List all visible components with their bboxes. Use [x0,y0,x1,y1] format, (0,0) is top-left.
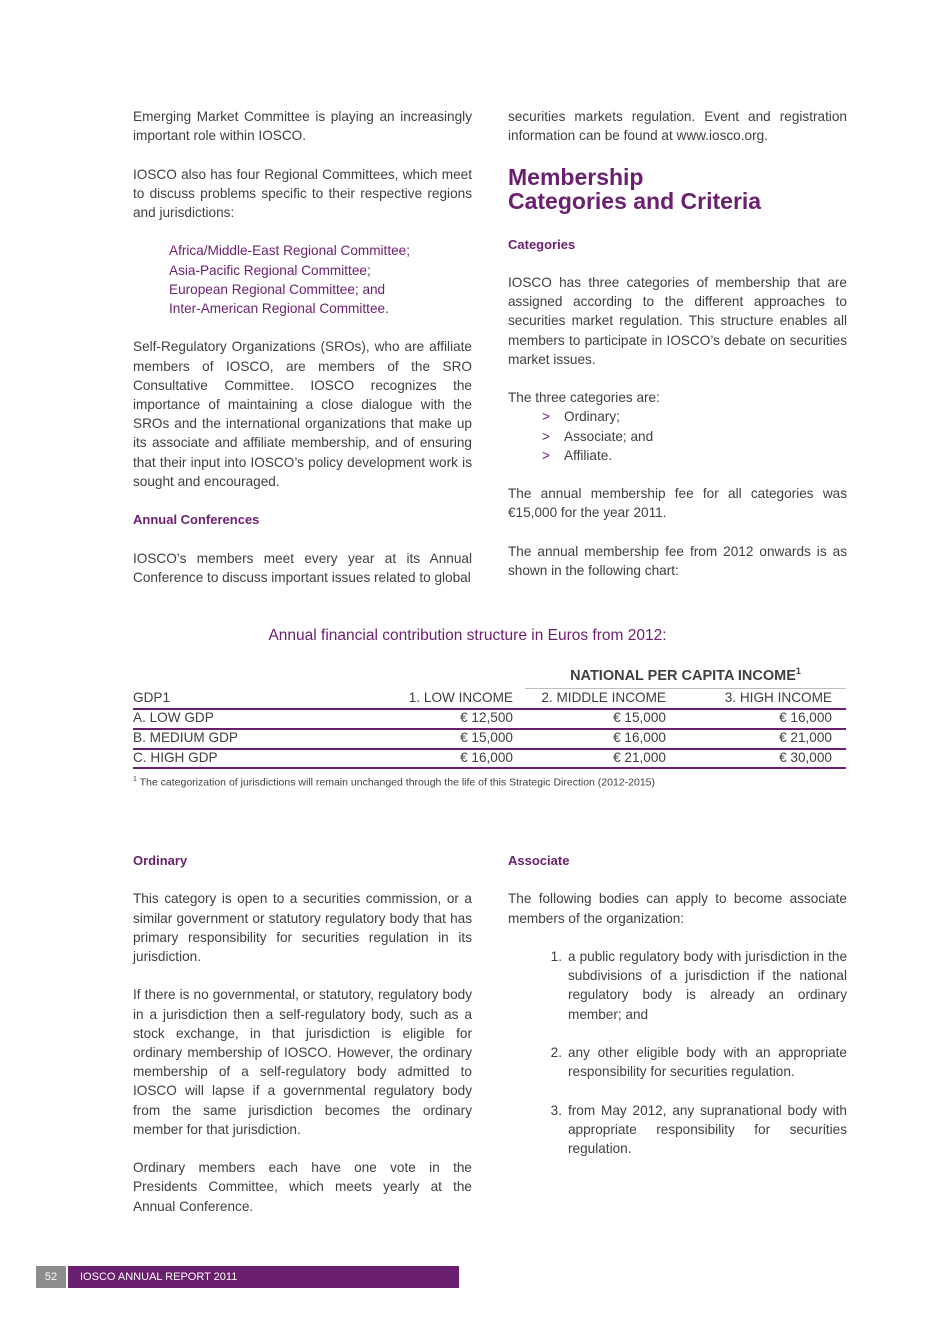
table-cell: A. LOW GDP [133,710,214,725]
table-cell: € 15,000 [460,730,513,745]
column-header: 1. LOW INCOME [408,690,513,705]
list-item: 3. from May 2012, any supranational body with appropriate responsibility for securities regulation. [550,1102,847,1156]
list-item: > Associate; and [542,427,847,446]
divider [133,767,846,769]
paragraph: This category is open to a securities commission, or a similar government or statutory regulatory body that has primary responsibility for securities regulation in its jurisdiction. [133,891,472,964]
list-item: Asia-Pacific Regional Committee; [169,262,371,278]
paragraph: The annual membership fee from 2012 onwards is as shown in the following chart: [508,543,847,578]
list-item: Africa/Middle-East Regional Committee; [169,243,411,259]
list-item: > Affiliate. [542,446,847,465]
footer-title: IOSCO ANNUAL REPORT 2011 [68,1266,459,1288]
left-column-top [133,107,472,606]
ordinary-heading: Ordinary [133,853,188,868]
page-number: 52 [36,1266,66,1288]
table-cell: € 21,000 [613,750,666,765]
associate-heading: Associate [508,853,570,868]
list-item: 1. a public regulatory body with jurisdiction in the subdivisions of a jurisdiction if the national regulatory body is already an ordinary member; and [550,948,847,1022]
paragraph: The annual membership fee for all categories was €15,000 for the year 2011. [508,486,847,521]
annual-conferences-heading: Annual Conferences [133,512,260,528]
list-item: > Ordinary; [542,407,847,426]
paragraph: securities markets regulation. Event and registration information can be found at www.iosco.org. [508,109,847,144]
right-column-top [508,107,847,599]
table-cell: B. MEDIUM GDP [133,730,238,745]
table-cell: C. HIGH GDP [133,750,218,765]
table-footnote: $^1$ The categorization of jurisdictions will remain unchanged through the life of this Strategic Direction (2012-2015) [133,776,656,789]
paragraph: Ordinary members each have one vote in the Presidents Committee, which meets yearly at the Annual Conference. [133,1160,472,1214]
list-item: Inter-American Regional Committee. [169,301,389,316]
arrow-icon: > [542,428,550,444]
table-row [133,708,846,728]
table-row [133,748,846,768]
column-header: 3. HIGH INCOME [724,690,832,705]
table-header-row [133,688,846,708]
table-cell: € 15,000 [613,710,666,725]
table-cell: € 12,500 [460,710,513,725]
left-column-bottom [133,851,472,1235]
categories-heading: Categories [508,236,576,252]
arrow-icon: > [542,409,550,425]
paragraph: IOSCO also has four Regional Committees, which meet to discuss problems specific to their respective regions and jurisdictions: [133,166,472,220]
section-title: Membership Categories and Criteria [508,163,762,214]
table-cell: € 30,000 [779,750,832,765]
regional-committees-list [169,241,472,318]
associate-list [508,947,847,1158]
table-cell: € 21,000 [779,730,832,745]
categories-list [542,407,847,465]
table-title: Annual financial contribution structure in Euros from 2012: [268,627,667,644]
table-cell: € 16,000 [779,710,832,725]
list-item: European Regional Committee; and [169,281,386,297]
paragraph: The three categories are: [508,390,660,406]
table-cell: € 16,000 [460,750,513,765]
table-group-header: NATIONAL PER CAPITA INCOME$^1$ [570,666,801,684]
column-header: GDP1 [133,690,171,705]
column-header: 2. MIDDLE INCOME [541,690,666,705]
arrow-icon: > [542,447,550,463]
right-column-bottom [508,851,847,1177]
paragraph: IOSCO has three categories of membership that are assigned according to the different approaches to securities market regulation. This structure enables all members to participate in IOSCO’s debate on securities market issues. [508,274,847,367]
paragraph: Self-Regulatory Organizations (SROs), who are affiliate members of IOSCO, are members of the SRO Consultative Committee. IOSCO recognizes the importance of maintaining a close dialogue with the SROs and the international organizations that make up its associate and affiliate membership, and of ensuring that their input into IOSCO’s policy development work is sought and encouraged. [133,339,472,489]
paragraph: Emerging Market Committee is playing an increasingly important role within IOSCO. [133,109,472,144]
paragraph: IOSCO’s members meet every year at its Annual Conference to discuss important issues related to global [133,550,472,585]
paragraph: The following bodies can apply to become associate members of the organization: [508,891,847,926]
paragraph: If there is no governmental, or statutory, regulatory body in a jurisdiction then a self-regulatory body, such as a stock exchange, in that jurisdiction is eligible for ordinary membership of IOSCO. However, the ordinary membership of a self-regulatory body admitted to IOSCO will lapse if a governmental regulatory body from the same jurisdiction becomes the ordinary member for that jurisdiction. [133,987,472,1137]
list-item: 2. any other eligible body with an appropriate responsibility for securities regulation. [550,1044,847,1080]
table-row [133,728,846,748]
table-cell: € 16,000 [613,730,666,745]
